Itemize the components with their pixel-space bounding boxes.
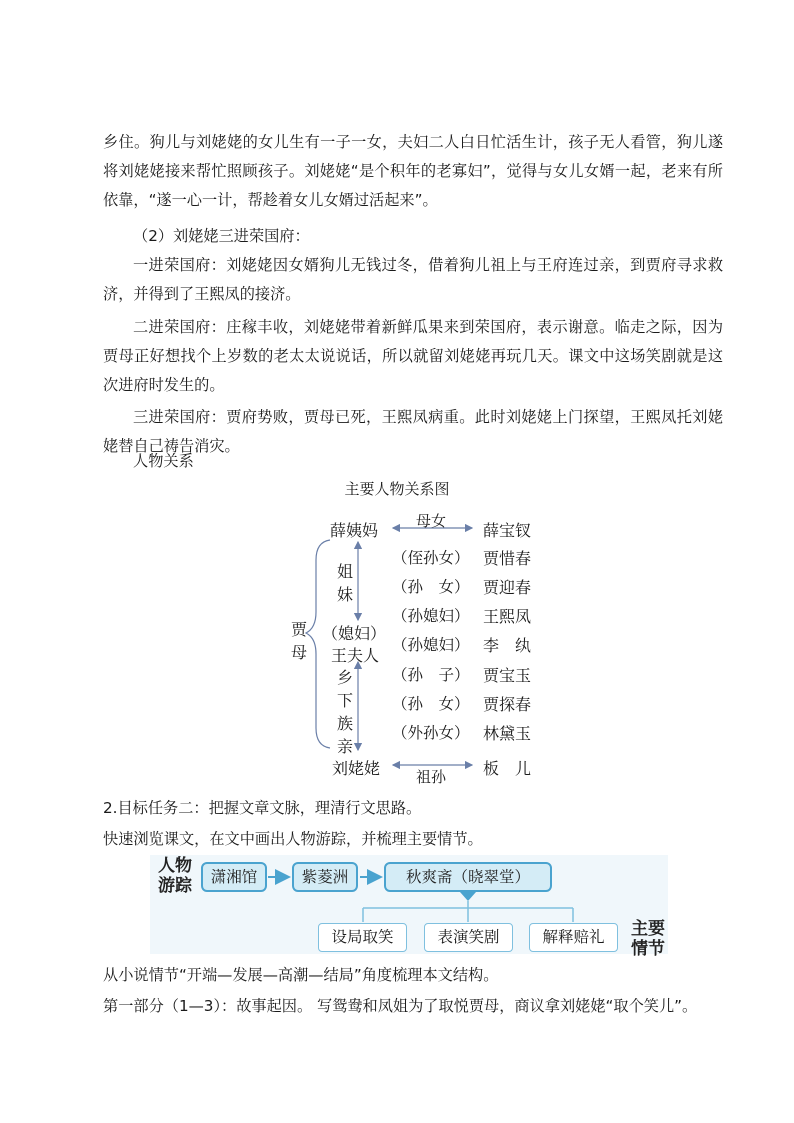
subheading-three-visits: （2）刘姥姥三进荣国府： <box>133 227 310 245</box>
event-perform-farce: 表演笑剧 <box>424 923 513 952</box>
rel-wife: （媳妇） <box>322 624 387 643</box>
section2-heading: 2.目标任务二：把握文章文脉，理清行文思路。 <box>103 799 422 817</box>
event-set-up-joke: 设局取笑 <box>318 923 407 952</box>
node-row: 贾宝玉 <box>483 666 532 685</box>
node-row: 林黛玉 <box>483 724 532 743</box>
label-character-route: 人物游踪 <box>158 856 192 896</box>
node-xue-yima: 薛姨妈 <box>330 521 379 540</box>
diagram-title: 主要人物关系图 <box>344 480 450 498</box>
label-village-kin: 乡下族亲 <box>336 668 353 756</box>
rel-mother-daughter: 母女 <box>416 512 447 530</box>
rel-row: （孙 女） <box>392 695 470 713</box>
rel-grandparent: 祖孙 <box>416 768 447 786</box>
structure-intro: 从小说情节“开端—发展—高潮—结局”角度梳理本文结构。 <box>103 966 499 984</box>
place-xiaoxiang-guan: 潇湘馆 <box>201 862 267 892</box>
label-character-relations: 人物关系 <box>133 452 194 470</box>
paragraph-background: 乡住。狗儿与刘姥姥的女儿生有一子一女，夫妇二人白日忙活生计，孩子无人看管，狗儿遂将刘姥姥接来帮忙照顾孩子。刘姥姥“是个积年的老寡妇”，觉得与女儿女婿一起，老来有所依靠，“遂一心一计，帮趁着女儿女婿过活起来”。 <box>103 133 723 209</box>
node-wang-furen: 王夫人 <box>331 646 380 665</box>
part-one-summary: 第一部分（1—3）：故事起因。 写鸳鸯和凤姐为了取悦贾母，商议拿刘姥姥“取个笑儿”。 <box>103 997 698 1015</box>
node-xue-baochai: 薛宝钗 <box>483 521 532 540</box>
rel-row: （孙 女） <box>392 578 470 596</box>
node-row: 贾探春 <box>483 695 532 714</box>
node-row: 王熙凤 <box>483 607 532 626</box>
place-zilingzhou: 紫菱洲 <box>292 862 358 892</box>
event-apologize: 解释赔礼 <box>529 923 618 952</box>
rel-row: （孙媳妇） <box>392 636 470 654</box>
label-main-plot: 主要情节 <box>631 919 665 959</box>
paragraph-third-visit: 三进荣国府：贾府势败，贾母已死，王熙凤病重。此时刘姥姥上门探望，王熙凤托刘姥姥替自己祷告消灾。 <box>103 408 723 455</box>
node-row: 贾迎春 <box>483 578 532 597</box>
rel-row: （外孙女） <box>392 724 470 742</box>
section2-instruction: 快速浏览课文，在文中画出人物游踪，并梳理主要情节。 <box>103 830 483 848</box>
place-qiushuang-zhai: 秋爽斋（晓翠堂） <box>384 862 552 892</box>
node-jia-mu: 贾母 <box>290 620 307 662</box>
label-sisters: 姐妹 <box>336 562 353 604</box>
rel-row: （孙媳妇） <box>392 607 470 625</box>
paragraph-first-visit: 一进荣国府：刘姥姥因女婿狗儿无钱过冬，借着狗儿祖上与王府连过亲，到贾府寻求救济，并得到了王熙凤的接济。 <box>103 256 723 303</box>
node-ban-er: 板 儿 <box>483 759 532 778</box>
node-row: 李 纨 <box>483 636 532 655</box>
paragraph-second-visit: 二进荣国府：庄稼丰收，刘姥姥带着新鲜瓜果来到荣国府，表示谢意。临走之际，因为贾母正好想找个上岁数的老太太说说话，所以就留刘姥姥再玩几天。课文中这场笑剧就是这次进府时发生的。 <box>103 318 723 394</box>
node-row: 贾惜春 <box>483 549 532 568</box>
node-liu-laolao: 刘姥姥 <box>332 759 381 778</box>
rel-row: （孙 子） <box>392 666 470 684</box>
rel-row: （侄孙女） <box>392 549 470 567</box>
